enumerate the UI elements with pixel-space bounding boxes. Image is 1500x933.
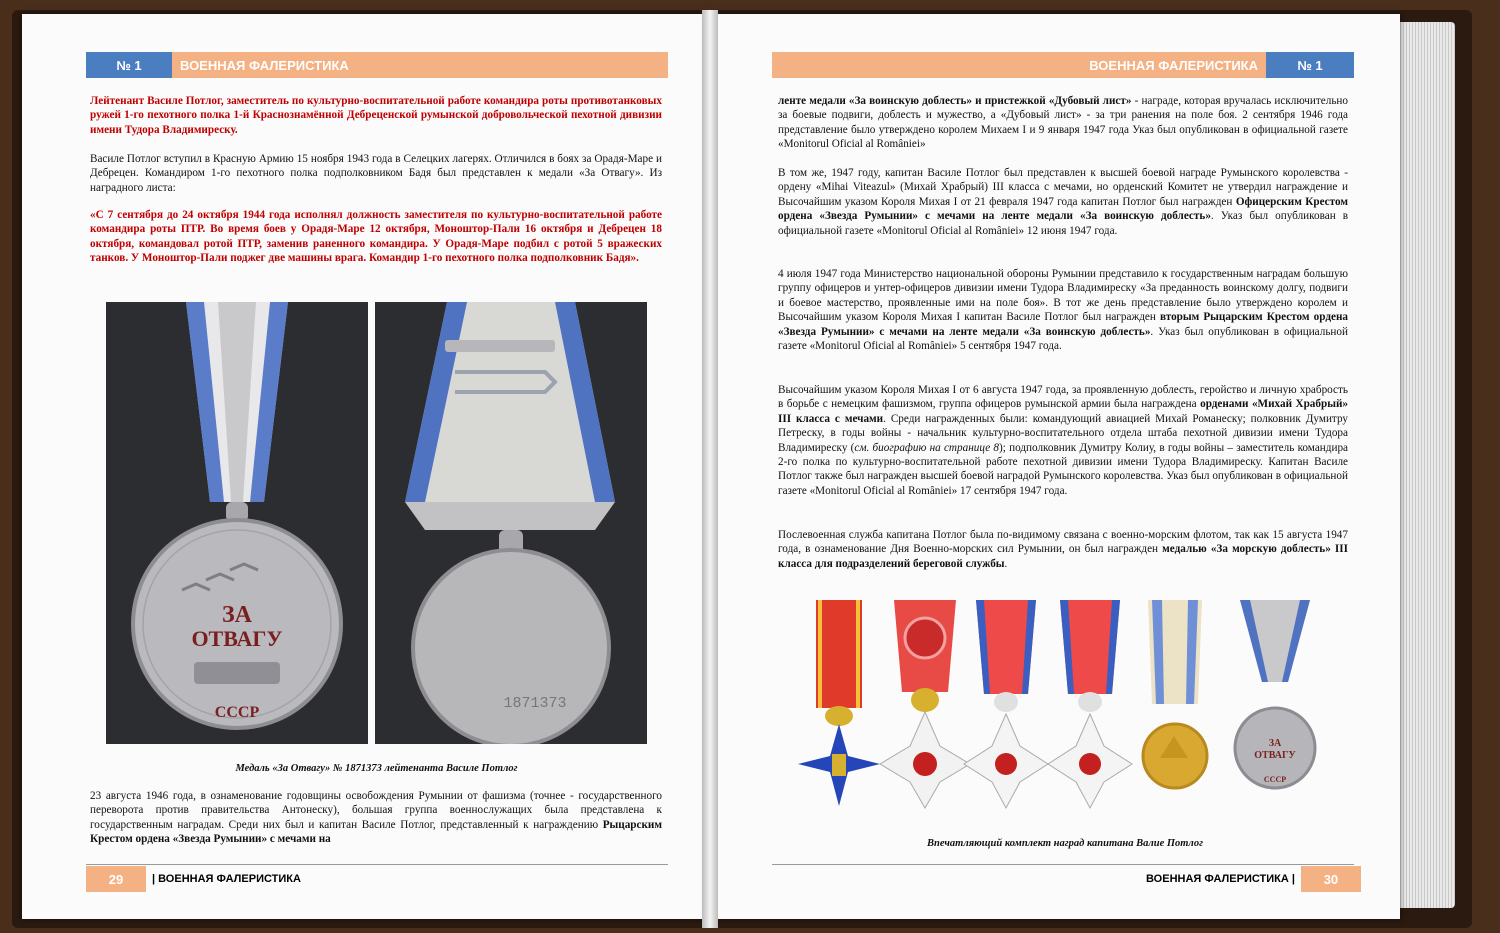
paragraph-2-bold: Рыцарским Крестом ордена «Звезда Румынии» с мечами на	[90, 818, 662, 846]
left-header	[86, 52, 668, 78]
photo-caption: Медаль «За Отвагу» № 1871373 лейтенанта Василе Потлог	[235, 763, 518, 774]
issue-number-right: № 1	[1266, 52, 1354, 78]
award-quote: «С 7 сентября до 24 октября 1944 года исполнял должность заместителя по культурно-воспитательной работе командира роты ПТР. Во время боев у Орадя-Маре 12 октября, Моноштор-Пали 16 октября и Дебрецен 18 октября, командовал ротой ПТР, заменив раненного командира. У Орадя-Маре подбил с ротой 5 вражеских танков. У Моноштор-Пали поджег две машины врага. Командир 1-го пехотного полка подполковник Бадя».	[90, 209, 662, 265]
small-medal-sssr: СССР	[1263, 775, 1287, 784]
medal-inscription-otvagu: ОТВАГУ	[191, 626, 283, 651]
magazine-title-right: ВОЕННАЯ ФАЛЕРИСТИКА	[772, 52, 1266, 78]
right-paragraph-5	[778, 528, 1348, 571]
small-medal-za: ЗА	[1268, 738, 1282, 749]
right-footer-rule	[772, 864, 1354, 865]
right-header	[772, 52, 1354, 78]
right-paragraph-2-end: . Указ был опубликован в официальной газете «Monitorul Oficial al României» 12 июня 1947 года.	[778, 210, 1348, 237]
right-paragraph-1	[778, 94, 1348, 152]
order-star-of-romania-knight-1	[964, 600, 1048, 808]
order-star-of-romania-knight-2	[1048, 600, 1132, 808]
small-medal-otvagu: ОТВАГУ	[1254, 750, 1296, 761]
right-paragraph-5-bold: медалью «За морскую доблесть» III класса для подразделений береговой службы	[778, 543, 1348, 570]
right-paragraph-3-bold: вторым Рыцарским Крестом ордена «Звезда Румынии» с мечами на ленте медали «За воинскую доблесть»	[778, 311, 1348, 338]
right-paragraph-4-end: ); подполковник Думитру Колиу, в годы войны – заместитель командира 2-го полка по культурно-воспитательной работе пехотной дивизии имени Тудора Владимиреску. Капитан Василе Потлог также был награжден высшей боевой наградой Румынского королевства. Указ был опубликован в официальной газете «Monitorul Oficial al României» 17 сентября 1947 года.	[778, 441, 1349, 497]
medal-inscription-sssr: СССР	[214, 704, 260, 721]
left-footer-label: | ВОЕННАЯ ФАЛЕРИСТИКА	[152, 873, 301, 885]
right-paragraph-3-end: . Указ был опубликован в официальной газете «Monitorul Oficial al României» 5 сентября 1947 года.	[778, 325, 1349, 353]
medal-inscription-za: ЗА	[222, 602, 252, 628]
left-footer-rule	[86, 864, 668, 865]
issue-number: № 1	[86, 52, 172, 78]
right-paragraph-3	[778, 267, 1348, 353]
magazine-title: ВОЕННАЯ ФАЛЕРИСТИКА	[172, 52, 668, 78]
medal-front-photo	[106, 302, 368, 744]
right-paragraph-2-text: В том же, 1947 году, капитан Василе Потлог был представлен к высшей боевой награде Румынского королевства - ордену «Mihai Viteazul» (Михай Храбрый) III класса с мечами, но орденский Комитет не утвердил награждение и Высочайшим указом Короля Михая I от 21 февраля 1947 года капитан Потлог был награжден	[778, 167, 1348, 208]
book-spine	[702, 10, 718, 928]
right-paragraph-4	[778, 383, 1348, 498]
right-paragraph-1-text: - награде, которая вручалась исключительно за боевые подвиги, доблесть и мужество, а «Дубовый лист» - за три ранения на поле боя. 2 сентября 1946 года представление было утверждено королем Михаем I и 9 января 1947 года Указ был опубликован в официальной газете «Monitorul Oficial al României»	[778, 95, 1348, 151]
medal-serial-number: 1871373	[503, 695, 567, 712]
right-paragraph-4-text: Высочайшим указом Короля Михая I от 6 августа 1947 года, за проявленную доблесть, геройство и личную храбрость в борьбе с немецким фашизмом, группа офицеров румынской армии была награждена	[778, 384, 1348, 411]
right-paragraph-4-bold: орденами «Михай Храбрый» III класса с мечами	[778, 398, 1348, 425]
paragraph-1: Василе Потлог вступил в Красную Армию 15 ноября 1943 года в Селецких лагерях. Отличился в боях за Орадя-Маре и Дебрецен. Командиром 1-го пехотного полка подполковником Бадя был представлен к медали «За Отвагу». Из наградного листа:	[90, 153, 662, 194]
paragraph-2	[90, 789, 662, 847]
medals-group-photo	[790, 596, 1340, 824]
right-footer	[1146, 866, 1361, 892]
medal-back-photo	[375, 302, 647, 744]
right-paragraph-2	[778, 166, 1348, 238]
paragraph-2-text: 23 августа 1946 года, в ознаменование годовщины освобождения Румынии от фашизма (точнее - государственного переворота против правительства Антонеску), большая группа военнослужащих была представлена к государственным наградам. Среди них был и капитан Василе Потлог, представленный к награждению	[90, 790, 662, 831]
order-mihai-viteazul	[798, 600, 880, 806]
intro-paragraph: Лейтенант Василе Потлог, заместитель по культурно-воспитательной работе командира роты противотанковых ружей 1-го пехотного полка 1-й Краснознамённой Дебреценской румынской добровольческой пехотной дивизии имени Тудора Владимиреску.	[90, 95, 662, 136]
page-edges	[1395, 22, 1455, 908]
page-number-30: 30	[1301, 866, 1361, 892]
left-footer	[86, 866, 301, 892]
right-paragraph-5-end: .	[1004, 557, 1008, 570]
medal-za-otvagu-small	[1235, 600, 1315, 788]
page-number-29: 29	[86, 866, 146, 892]
medal-naval-virtue	[1143, 600, 1207, 788]
right-paragraph-4-mid: . Среди награжденных были: командующий авиацией Михай Романеску; полковник Думитру Петреску, в годы войны - начальник культурно-воспитательного отдела штаба пехотной дивизии имени Тудора Владимиреску (	[778, 412, 1348, 454]
right-paragraph-5-text: Послевоенная служба капитана Потлог была по-видимому связана с военно-морским флотом, так как 15 августа 1947 года, в ознаменование Дня Военно-морских сил Румынии, он был награжден	[778, 529, 1348, 556]
right-paragraph-4-italic: см. биографию на странице 8	[854, 441, 1000, 454]
order-star-of-romania-officer	[880, 600, 970, 808]
right-paragraph-1-bold: ленте медали «За воинскую доблесть» и пристежкой «Дубовый лист»	[778, 95, 1132, 107]
medals-caption: Впечатляющий комплект наград капитана Валие Потлог	[927, 838, 1203, 849]
right-footer-label: ВОЕННАЯ ФАЛЕРИСТИКА |	[1146, 873, 1295, 885]
right-paragraph-2-bold: Офицерским Крестом ордена «Звезда Румынии» с мечами на ленте медали «За воинскую доблесть»	[778, 195, 1348, 223]
right-paragraph-3-text: 4 июля 1947 года Министерство национальной обороны Румынии представило к государственным наградам большую группу офицеров и унтер-офицеров дивизии имени Тудора Владимиреску «За преданность воинскому долгу, подвиги и боевое мастерство, проявленные ими на поле боя». В тот же день представление было утверждено королем и Высочайшим указом Короля Михая I капитан Василе Потлог был награжден	[778, 268, 1348, 324]
